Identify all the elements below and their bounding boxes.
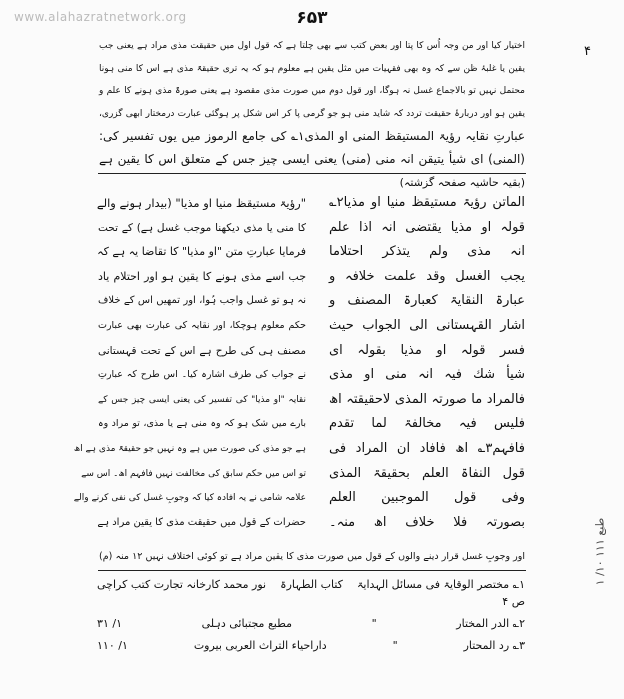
arabic-line: انہ مذی ولم یتذکر احتلاما (329, 244, 525, 260)
watermark: www.alahazratnetwork.org (14, 10, 187, 24)
arabic-line: عبارۃ النقایۃ کعبارۃ المصنف و (329, 293, 525, 309)
urdu-line: نے جواب کی طرف اشارہ کیا۔ اس طرح کہ عبارتِ (98, 369, 306, 381)
text-line: اختیار کیا اور من وجہ اُس کا پتا اور بعض کتب سے بھی چلتا ہے کہ قول اول میں حقیقت مذی مراد ہے یعنی جب (99, 41, 525, 51)
urdu-line: ہے جو مذی کی صورت میں ہے وہ نہیں جو حقیقۃً مذی ہے اھ (73, 444, 306, 454)
continuation-label: (بقیہ حاشیہ صفحہ گزشتہ) (399, 176, 525, 189)
footnote-chapter: " (371, 617, 377, 630)
arabic-line: وفی قول الموجبین العلم (329, 490, 525, 506)
arabic-line: قول النفاۃ العلم بحقیقۃ المذی (329, 465, 525, 481)
arabic-line: فافہم۳؎ اھ فافاد ان المراد فی (329, 441, 525, 456)
footnote-title: ۱؎ مختصر الوقایۃ فی مسائل الہدایۃ (356, 578, 525, 591)
text-line: عبارتِ نقایہ رؤیۃ المستیقظ المنی او المذی۱؎ کی جامع الرموز میں یوں تفسیر کی: (99, 129, 525, 143)
arabic-line: الماتن رؤیۃ مستیقظ منیا او مذیا۲؎ (329, 195, 525, 210)
arabic-line: اشار القہستانی الی الجواب حیث (329, 318, 525, 333)
urdu-line: نہ ہو تو غسل واجب ہُوا، اور تمھیں اس کے خلاف (98, 295, 306, 307)
footnote-page: ۱/ ۳۱ (97, 617, 122, 630)
text-line: یقین یا غلبۂ ظن سے کہ وہ بھی فقہیات میں مثل یقین ہے معلوم ہو کہ یہ تری حقیقۃً مذی ہے اس کا منی ہونا (99, 63, 525, 74)
arabic-line: فلیس فیہ مخالفۃ لما تقدم (329, 416, 525, 432)
arabic-line: فالمراد ما صورتہ المذی لاحقیقتہ اھ (329, 391, 525, 407)
text-line: (المنی) ای شیأ یتیقن انہ منی (منی) یعنی ایسی چیز جس کے متعلق اس کا یقین ہے (99, 151, 525, 166)
footnote-page: ص ۴ (502, 595, 525, 608)
arabic-line: یجب الغسل وقد علمت خلافہ و (329, 268, 525, 284)
page-number: ۶۵۳ (296, 8, 328, 28)
urdu-line: مصنف ہی کی طرح ہے اس کے تحت قہستانی (98, 344, 306, 357)
footnote-title: ۲؎ الدر المختار (456, 617, 525, 630)
footnote-divider (98, 570, 526, 571)
urdu-line: علامہ شامی نے یہ افادہ کیا کہ وجوبِ غسل کی نفی کرنے والے (73, 493, 306, 504)
footnote-publisher: داراحیاء التراث العربی بیروت (193, 639, 327, 652)
footnote-title: ۳؎ رد المحتار (463, 639, 525, 652)
urdu-line: تو اس میں حکم سابق کی مخالفت نہیں فافہم اھ۔ اس سے (81, 468, 306, 479)
footnote-publisher: مطبع مجتبائی دہلی (201, 617, 293, 630)
text-line: یقین ہو اور دربارۂ حقیقت تردد کہ شاید منی ہو جو گرمی پا کر اس شکل پر ہوگئی عبارت درمختار ابھی گزری، (99, 108, 525, 119)
urdu-line: حضرات کے قول میں حقیقت مذی کا یقین مراد ہے (97, 516, 306, 528)
urdu-line: کا منی یا مذی دیکھنا موجب غسل ہے) کے تحت (98, 221, 306, 234)
text-line: محتمل نہیں تو بالاجماع غسل نہ ہوگا، اور قول دوم میں صورت مذی مقصود ہے یعنی صورۃً مذی ہونے کا علم و (99, 86, 525, 96)
urdu-line: نقایہ "او مذیا" کی تفسیر کی یعنی ایسی چیز جس کے (98, 394, 306, 405)
arabic-line: فسر قولہ او مذیا بقولہ ای (329, 342, 525, 358)
arabic-line: بصورتہ فلا خلاف اھ منہ۔ (329, 514, 525, 530)
urdu-line: فرمایا عبارتِ متن "او مذیا" کا تقاضا یہ ہے کہ (97, 245, 306, 259)
footnote-row (97, 576, 525, 610)
footnotes (97, 576, 525, 659)
footnote-row (97, 637, 525, 654)
footnote-row (97, 615, 525, 632)
urdu-line: حکم معلوم ہوچکا، اور نقایہ کی عبارت بھی عبارت (98, 320, 306, 331)
divider (98, 173, 526, 174)
closing-line: اور وجوبِ غسل قرار دینے والوں کے قول میں صورت مذی کا یقین مراد ہے تو کوئی اختلاف نہیں ۱۲ منہ (م) (99, 551, 525, 562)
arabic-line: قولہ او مذیا یقتضی انہ اذا علم (329, 219, 525, 235)
urdu-line: جب اسے مذی ہونے کا یقین ہو اور احتلام یاد (98, 269, 306, 283)
urdu-line: "رؤیۃ مستیقظ منیا او مذیا" (بیدار ہونے والے (96, 196, 306, 210)
margin-marker: ۴ (584, 44, 591, 59)
footnote-chapter: کتاب الطہارۃ (280, 578, 343, 591)
side-note: طبع ۱۱۱ ۱۰/ ۱ (593, 517, 607, 586)
footnote-page: ۱/ ۱۱۰ (97, 639, 128, 652)
urdu-line: بارے میں شک ہو کہ وہ منی ہے یا مذی، تو مراد وہ (98, 418, 306, 430)
footnote-chapter: " (392, 639, 398, 652)
footnote-publisher: نور محمد کارخانہ تجارت کتب کراچی (97, 578, 267, 591)
arabic-line: شیأ شك فیہ انہ منی او مذی (329, 367, 525, 383)
